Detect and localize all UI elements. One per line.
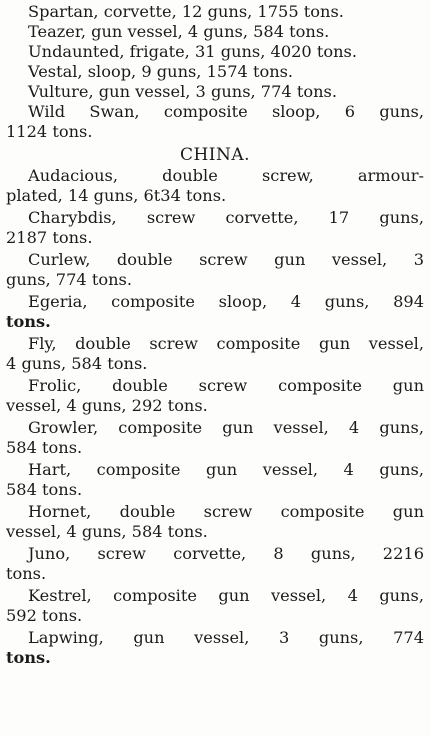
entry-line: 584 tons.	[6, 480, 83, 500]
entry-line: tons.	[6, 564, 47, 584]
entry-line: 2187 tons.	[6, 228, 93, 248]
ship-entry-growler	[6, 418, 424, 459]
entry-line: 4 guns, 584 tons.	[6, 354, 148, 374]
ship-entry-wild-swan	[6, 102, 424, 143]
entry-line: Frolic, double screw composite gun	[28, 376, 424, 395]
ship-entry-teazer	[6, 22, 424, 42]
ship-entry-undaunted	[6, 42, 424, 62]
entry-line: Kestrel, composite gun vessel, 4 guns,	[28, 586, 424, 605]
entry-line: Audacious, double screw, armour-	[28, 166, 424, 185]
ship-entry-vulture	[6, 82, 424, 102]
ship-entry-juno	[6, 544, 424, 585]
entry-line: 592 tons.	[6, 606, 83, 626]
entry-line: Charybdis, screw corvette, 17 guns,	[28, 208, 424, 227]
entry-line: tons.	[6, 648, 51, 668]
entry-line: Egeria, composite sloop, 4 guns, 894	[28, 292, 424, 311]
entry-line: 1124 tons.	[6, 122, 93, 142]
entry-line: tons.	[6, 312, 51, 332]
entry-line: vessel, 4 guns, 584 tons.	[6, 522, 208, 542]
entry-line: guns, 774 tons.	[6, 270, 132, 290]
entry-line: Vulture, gun vessel, 3 guns, 774 tons.	[28, 82, 337, 101]
entry-line: Hornet, double screw composite gun	[28, 502, 424, 521]
ship-entry-lapwing	[6, 628, 424, 669]
entry-line: Spartan, corvette, 12 guns, 1755 tons.	[28, 2, 344, 21]
entry-line: Growler, composite gun vessel, 4 guns,	[28, 418, 424, 437]
entry-line: Teazer, gun vessel, 4 guns, 584 tons.	[28, 22, 330, 41]
entry-line: plated, 14 guns, 6t34 tons.	[6, 186, 227, 206]
ship-entry-fly	[6, 334, 424, 375]
ship-entry-frolic	[6, 376, 424, 417]
entry-line: Juno, screw corvette, 8 guns, 2216	[28, 544, 424, 563]
entry-line: Wild Swan, composite sloop, 6 guns,	[28, 102, 424, 121]
entry-line: Hart, composite gun vessel, 4 guns,	[28, 460, 424, 479]
ship-entry-curlew	[6, 250, 424, 291]
entry-line: Undaunted, frigate, 31 guns, 4020 tons.	[28, 42, 357, 61]
ship-entry-hornet	[6, 502, 424, 543]
ship-entry-egeria	[6, 292, 424, 333]
entry-line: Vestal, sloop, 9 guns, 1574 tons.	[28, 62, 294, 81]
entry-line: vessel, 4 guns, 292 tons.	[6, 396, 208, 416]
entry-line: Fly, double screw composite gun vessel,	[28, 334, 424, 353]
entry-line: Lapwing, gun vessel, 3 guns, 774	[28, 628, 424, 647]
ship-entry-charybdis	[6, 208, 424, 249]
ship-entry-hart	[6, 460, 424, 501]
ship-entry-kestrel	[6, 586, 424, 627]
ship-entry-audacious	[6, 166, 424, 207]
ship-entry-spartan	[6, 2, 424, 22]
section-heading-china: CHINA.	[179, 145, 251, 165]
ship-entry-vestal	[6, 62, 424, 82]
entry-line: 584 tons.	[6, 438, 83, 458]
entry-line: Curlew, double screw gun vessel, 3	[28, 250, 424, 269]
